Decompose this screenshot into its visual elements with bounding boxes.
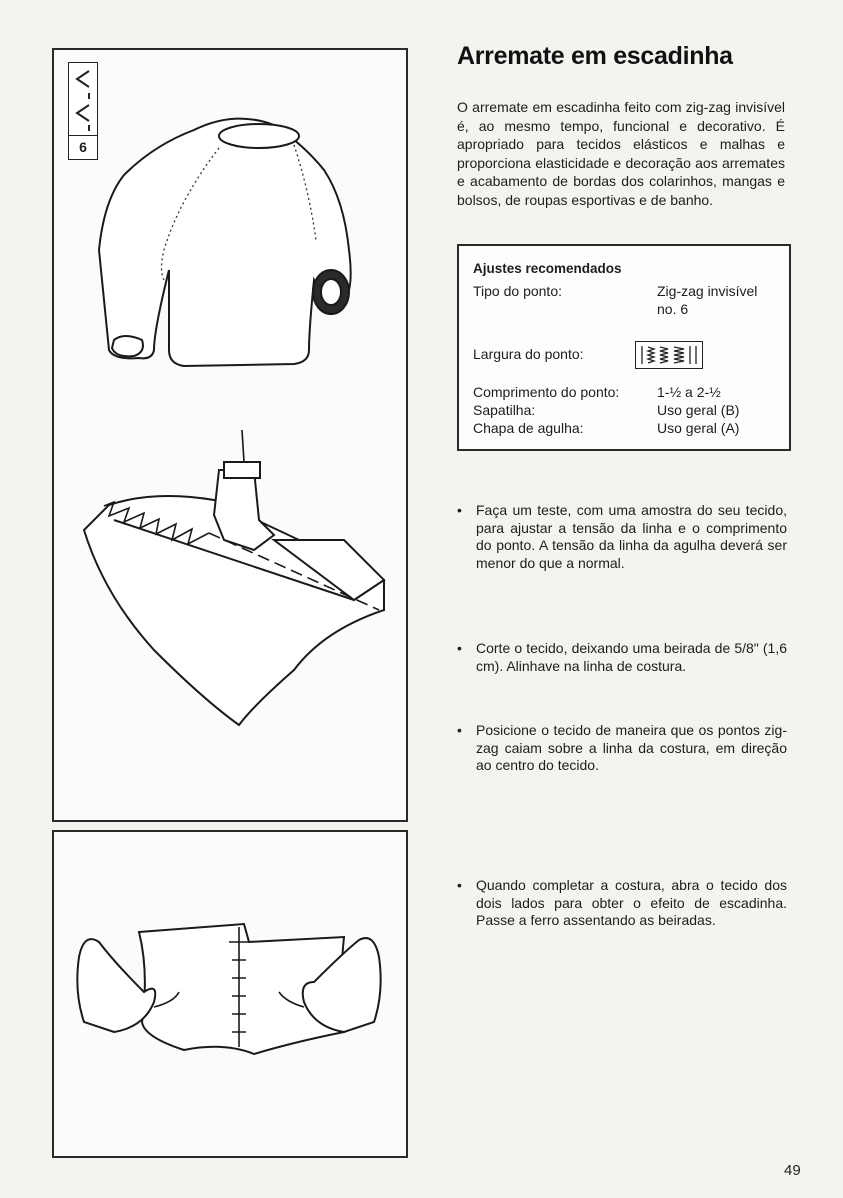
step-item	[457, 640, 787, 675]
hands-opening-seam-illustration	[54, 832, 406, 1156]
settings-value-stitch-type: Zig-zag invisível	[657, 283, 758, 299]
illustration-panel-top	[52, 48, 408, 822]
step-text: Posicione o tecido de maneira que os pontos zig-zag caiam sobre a linha da costura, em direção ao centro do tecido.	[476, 722, 787, 773]
settings-label-stitch-type: Tipo do ponto:	[473, 283, 562, 299]
page-number: 49	[784, 1162, 801, 1179]
bullet-icon: •	[457, 722, 462, 738]
page-title: Arremate em escadinha	[457, 42, 733, 70]
settings-box	[457, 244, 791, 451]
stitch-number: 6	[69, 135, 97, 155]
settings-value-stitch-length: 1-½ a 2-½	[657, 384, 721, 400]
bullet-icon: •	[457, 502, 462, 518]
settings-label-stitch-length: Comprimento do ponto:	[473, 384, 620, 400]
step-text: Corte o tecido, deixando uma beirada de 5/8" (1,6 cm). Alinhave na linha de costura.	[476, 640, 787, 674]
settings-value-stitch-number: no. 6	[657, 301, 689, 317]
presser-foot-sewing-illustration	[54, 50, 406, 820]
step-item	[457, 502, 787, 572]
intro-paragraph: O arremate em escadinha feito com zig-zag invisível é, ao mesmo tempo, funcional e decorativo. É apropriado para tecidos elásticos e malhas e proporciona elasticidade e decoração aos arremates e acabamento de bordas dos colarinhos, mangas e bolsos, de roupas esportivas e de banho.	[457, 99, 785, 208]
settings-label-stitch-width: Largura do ponto:	[473, 346, 584, 362]
illustration-panel-bottom	[52, 830, 408, 1158]
step-item	[457, 722, 787, 775]
settings-value-needle-plate: Uso geral (A)	[657, 420, 740, 436]
step-text: Faça um teste, com uma amostra do seu tecido, para ajustar a tensão da linha e o comprimento do ponto. A tensão da linha da agulha deverá ser menor do que a normal.	[476, 502, 787, 571]
stitch-width-icon	[635, 341, 703, 369]
step-text: Quando completar a costura, abra o tecido dos dois lados para obter o efeito de escadinha. Passe a ferro assentando as beiradas.	[476, 877, 787, 928]
settings-value-presser-foot: Uso geral (B)	[657, 402, 740, 418]
settings-label-needle-plate: Chapa de agulha:	[473, 420, 584, 436]
settings-heading: Ajustes recomendados	[473, 261, 622, 276]
bullet-icon: •	[457, 877, 462, 893]
step-item	[457, 877, 787, 930]
settings-label-presser-foot: Sapatilha:	[473, 402, 536, 418]
bullet-icon: •	[457, 640, 462, 656]
